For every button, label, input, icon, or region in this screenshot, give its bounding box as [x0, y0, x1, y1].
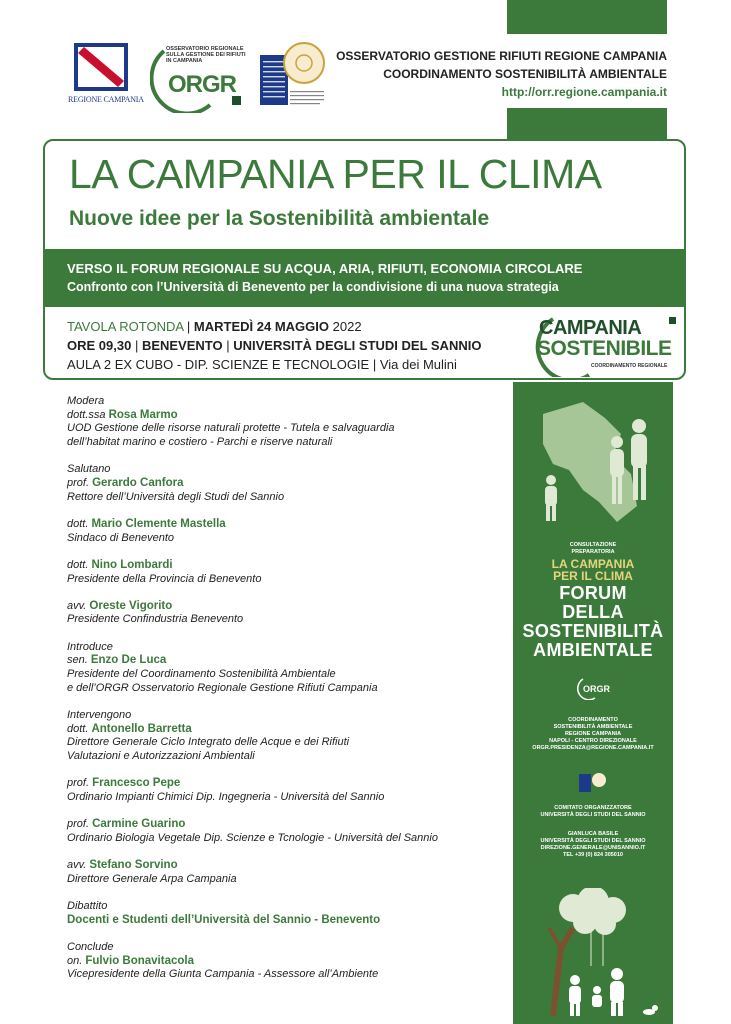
speaker-line [67, 777, 507, 791]
program-entry [67, 600, 507, 627]
speaker-name: Mario Clemente Mastella [91, 517, 226, 530]
speaker-description: Direttore Generale Arpa Campania [67, 872, 237, 885]
speaker-name: Fulvio Bonavitacola [85, 954, 194, 967]
coord-line-2: SOSTENIBILITÀ AMBIENTALE [553, 724, 633, 730]
event-subtitle: Nuove idee per la Sostenibilità ambientale [69, 207, 490, 230]
band-line-1: VERSO IL FORUM REGIONALE SU ACQUA, ARIA, RIFIUTI, ECONOMIA CIRCOLARE [67, 261, 583, 276]
speaker-description: Rettore dell’Università degli Studi del Sannio [67, 490, 285, 503]
speaker-name: Francesco Pepe [92, 777, 181, 790]
sidebar-consult [513, 542, 673, 556]
band-line-2: Confronto con l’Università di Benevento per la condivisione di una nuova strategia [67, 280, 559, 294]
speaker-line [67, 859, 507, 873]
program-entry [67, 709, 507, 764]
speaker-title: dott. [67, 558, 89, 571]
coord-email[interactable]: ORGR.PRESIDENZA@REGIONE.CAMPANIA.IT [532, 745, 654, 751]
program-entry [67, 818, 507, 845]
event-date: MARTEDÌ 24 MAGGIO [193, 319, 329, 334]
event-title: LA CAMPANIA PER IL CLIMA [69, 151, 602, 197]
event-time-line [67, 336, 481, 355]
speaker-name: Rosa Marmo [108, 408, 178, 421]
sub-line-1: LA CAMPANIA [551, 557, 635, 571]
speaker-title: avv. [67, 859, 87, 872]
speaker-description: Ordinario Impianti Chimici Dip. Ingegneria - Università del Sannio [67, 790, 385, 803]
program-list [67, 395, 507, 996]
header-line-2: COORDINAMENTO SOSTENIBILITÀ AMBIENTALE [383, 67, 667, 81]
speaker-description: Valutazioni e Autorizzazioni Ambientali [67, 750, 255, 763]
event-title-box [43, 139, 686, 380]
speaker-title: on. [67, 954, 83, 967]
contact-org: UNIVERSITÀ DEGLI STUDI DEL SANNIO [540, 838, 646, 844]
program-entry [67, 777, 507, 804]
header-line-1: OSSERVATORIO GESTIONE RIFIUTI REGIONE CAMPANIA [336, 49, 667, 63]
coord-line-1: COORDINAMENTO [568, 717, 618, 723]
speaker-description: Presidente della Provincia di Benevento [67, 572, 262, 585]
program-entry [67, 941, 507, 982]
speaker-name: Carmine Guarino [92, 818, 186, 831]
header-text [336, 47, 667, 101]
speaker-title: prof. [67, 818, 90, 831]
speaker-description: dell’habitat marino e costiero - Parchi e riserve naturali [67, 436, 333, 449]
sidebar-forum-title [513, 584, 673, 660]
forum-line-4: AMBIENTALE [533, 640, 653, 660]
sidebar-orgr-mark: ORGR [583, 684, 610, 694]
separator: | [131, 338, 142, 353]
event-info [67, 317, 481, 374]
region-logo-label: REGIONE CAMPANIA [68, 95, 144, 104]
program-entry [67, 859, 507, 886]
speaker-line [67, 955, 507, 969]
sidebar-unisannio-mark [579, 772, 607, 794]
speaker-description: Vicepresidente della Giunta Campania - Assessore all’Ambiente [67, 968, 379, 981]
contact-phone: TEL +39 (0) 824 305010 [563, 852, 623, 858]
speaker-title: dott.ssa [67, 408, 106, 421]
speaker-line [67, 477, 507, 491]
contact-email[interactable]: DIREZIONE.GENERALE@UNISANNIO.IT [540, 845, 646, 851]
speaker-line [67, 654, 507, 668]
speaker-title: prof. [67, 477, 90, 490]
speaker-title: sen. [67, 654, 88, 667]
consult-line-1: CONSULTAZIONE [569, 542, 617, 548]
program-entry [67, 395, 507, 450]
speaker-title: dott. [67, 517, 89, 530]
comitato-line-1: COMITATO ORGANIZZATORE [554, 805, 632, 811]
event-year: 2022 [332, 319, 362, 334]
coord-line-3: REGIONE CAMPANIA [564, 731, 622, 737]
speaker-description: Direttore Generale Ciclo Integrato delle Acque e dei Rifiuti [67, 736, 350, 749]
program-role: Conclude [67, 940, 114, 953]
program-entry [67, 900, 507, 927]
sidebar-orgr-logo [575, 676, 611, 700]
speaker-line [67, 600, 507, 614]
sub-line-2: PER IL CLIMA [553, 569, 633, 583]
program-role: Intervengono [67, 708, 132, 721]
event-time: ORE 09,30 [67, 338, 132, 353]
separator: | [222, 338, 234, 353]
orgr-logo [150, 41, 250, 113]
speaker-name: Stefano Sorvino [89, 859, 178, 872]
forum-line-1: FORUM [559, 583, 627, 603]
event-date-line [67, 317, 481, 336]
coord-line-4: NAPOLI - CENTRO DIREZIONALE [549, 738, 637, 744]
event-city: BENEVENTO [141, 338, 223, 353]
campania-sostenibile-logo [519, 313, 679, 377]
separator: | [369, 357, 380, 372]
speaker-description: Presidente del Coordinamento Sostenibilità Ambientale [67, 668, 336, 681]
speaker-line [67, 914, 507, 928]
speaker-title: avv. [67, 599, 87, 612]
event-kind: TAVOLA ROTONDA [67, 319, 184, 334]
sidebar-comitato [513, 805, 673, 819]
speaker-name: Antonello Barretta [91, 722, 192, 735]
speaker-line [67, 559, 507, 573]
sidebar-coord [513, 717, 673, 752]
forum-line-3: SOSTENIBILITÀ [522, 621, 664, 641]
speaker-line [67, 723, 507, 737]
header-green-bar-bottom [507, 108, 667, 140]
forum-sidebar [513, 382, 673, 1024]
forum-line-2: DELLA [562, 602, 624, 622]
sidebar-subtitle [513, 558, 673, 582]
speaker-name: Oreste Vigorito [89, 599, 173, 612]
speaker-name: Docenti e Studenti dell’Università del Sannio - Benevento [67, 913, 381, 926]
speaker-title: prof. [67, 777, 90, 790]
separator: | [183, 319, 194, 334]
speaker-name: Enzo De Luca [90, 654, 167, 667]
speaker-line [67, 818, 507, 832]
region-shield-icon [74, 43, 128, 91]
event-room: AULA 2 EX CUBO - DIP. SCIENZE E TECNOLOGIE [67, 357, 370, 372]
speaker-line [67, 518, 507, 532]
program-role: Modera [67, 395, 105, 407]
consult-line-2: PREPARATORIA [571, 549, 615, 555]
speaker-description: e dell’ORGR Osservatorio Regionale Gestione Rifiuti Campania [67, 681, 378, 694]
program-entry [67, 641, 507, 696]
orgr-mark: ORGR [168, 71, 236, 98]
program-role: Introduce [67, 640, 113, 653]
program-entry [67, 463, 507, 504]
program-entry [67, 518, 507, 545]
cs-line-2: SOSTENIBILE [537, 337, 672, 360]
event-street: Via dei Mulini [379, 357, 457, 372]
program-role: Salutano [67, 463, 111, 476]
regione-campania-logo [68, 41, 144, 109]
map-and-people-illustration [513, 394, 673, 534]
header-url[interactable]: http://orr.regione.campania.it [501, 85, 667, 99]
speaker-description: Sindaco di Benevento [67, 531, 175, 544]
speaker-name: Gerardo Canfora [92, 477, 184, 490]
program-entry [67, 559, 507, 586]
comitato-line-2: UNIVERSITÀ DEGLI STUDI DEL SANNIO [540, 812, 646, 818]
speaker-description: UOD Gestione delle risorse naturali protette - Tutela e salvaguardia [67, 422, 395, 435]
event-room-line [67, 355, 481, 374]
header-green-bar-top [507, 0, 667, 34]
event-venue: UNIVERSITÀ DEGLI STUDI DEL SANNIO [233, 338, 482, 353]
contact-name: GIANLUCA BASILE [567, 831, 619, 837]
unisannio-logo [260, 41, 326, 113]
speaker-name: Nino Lombardi [91, 558, 173, 571]
cs-line-3: COORDINAMENTO REGIONALE [591, 363, 668, 369]
speaker-line [67, 409, 507, 423]
sidebar-contact [513, 831, 673, 859]
speaker-title: dott. [67, 722, 89, 735]
cs-line-1: CAMPANIA [539, 317, 642, 339]
speaker-description: Presidente Confindustria Benevento [67, 613, 244, 626]
program-role: Dibattito [67, 899, 108, 912]
family-under-tree-illustration [513, 888, 673, 1018]
event-band [45, 249, 684, 307]
orgr-caption: OSSERVATORIO REGIONALE SULLA GESTIONE DEI RIFIUTI IN CAMPANIA [166, 46, 246, 64]
speaker-description: Ordinario Biologia Vegetale Dip. Scienze e Tcnologie - Università del Sannio [67, 831, 438, 844]
